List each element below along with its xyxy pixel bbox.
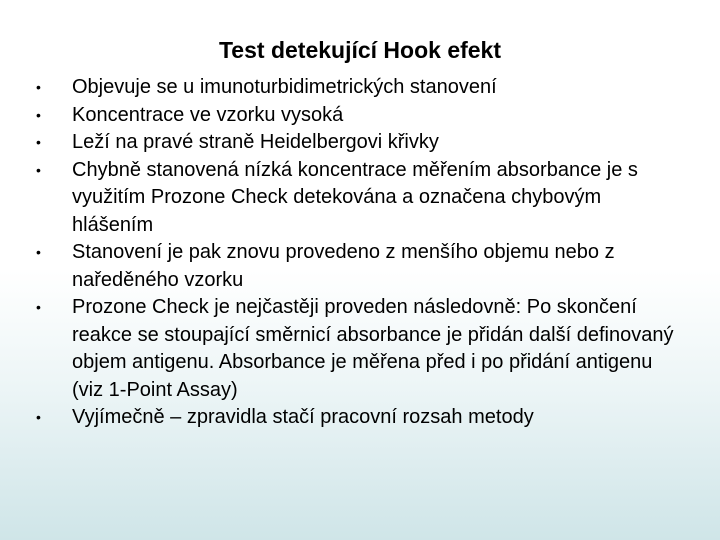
bullet-text: Vyjímečně – zpravidla stačí pracovní rozsah metody — [72, 406, 534, 428]
bullet-text: Prozone Check je nejčastěji proveden následovně: Po skončení reakce se stoupající směrnicí absorbance je přidán další definovaný objem antigenu. Absorbance je měřena před i po přidání antigenu (viz 1-Point Assay) — [72, 296, 674, 401]
bullet-text: Objevuje se u imunoturbidimetrických stanovení — [72, 76, 497, 98]
bullet-icon: • — [36, 79, 41, 95]
bullet-item — [36, 74, 676, 102]
bullet-icon: • — [36, 409, 41, 425]
bullet-list — [36, 74, 676, 432]
bullet-text: Leží na pravé straně Heidelbergovi křivky — [72, 131, 439, 153]
bullet-text: Stanovení je pak znovu provedeno z menšího objemu nebo z naředěného vzorku — [72, 241, 615, 291]
bullet-icon: • — [36, 299, 41, 315]
bullet-icon: • — [36, 106, 41, 123]
bullet-icon: • — [36, 161, 41, 178]
bullet-item — [36, 239, 676, 294]
bullet-text: Chybně stanovená nízká koncentrace měřením absorbance je s využitím Prozone Check detekována a označena chybovým hlášením — [72, 158, 638, 236]
bullet-item — [36, 404, 676, 432]
bullet-item — [36, 294, 676, 404]
bullet-text: Koncentrace ve vzorku vysoká — [72, 103, 344, 126]
bullet-item — [36, 157, 676, 240]
bullet-item — [36, 102, 676, 130]
bullet-item — [36, 129, 676, 157]
slide-title: Test detekující Hook efekt — [218, 37, 502, 63]
bullet-icon: • — [36, 134, 41, 150]
bullet-icon: • — [36, 244, 41, 260]
